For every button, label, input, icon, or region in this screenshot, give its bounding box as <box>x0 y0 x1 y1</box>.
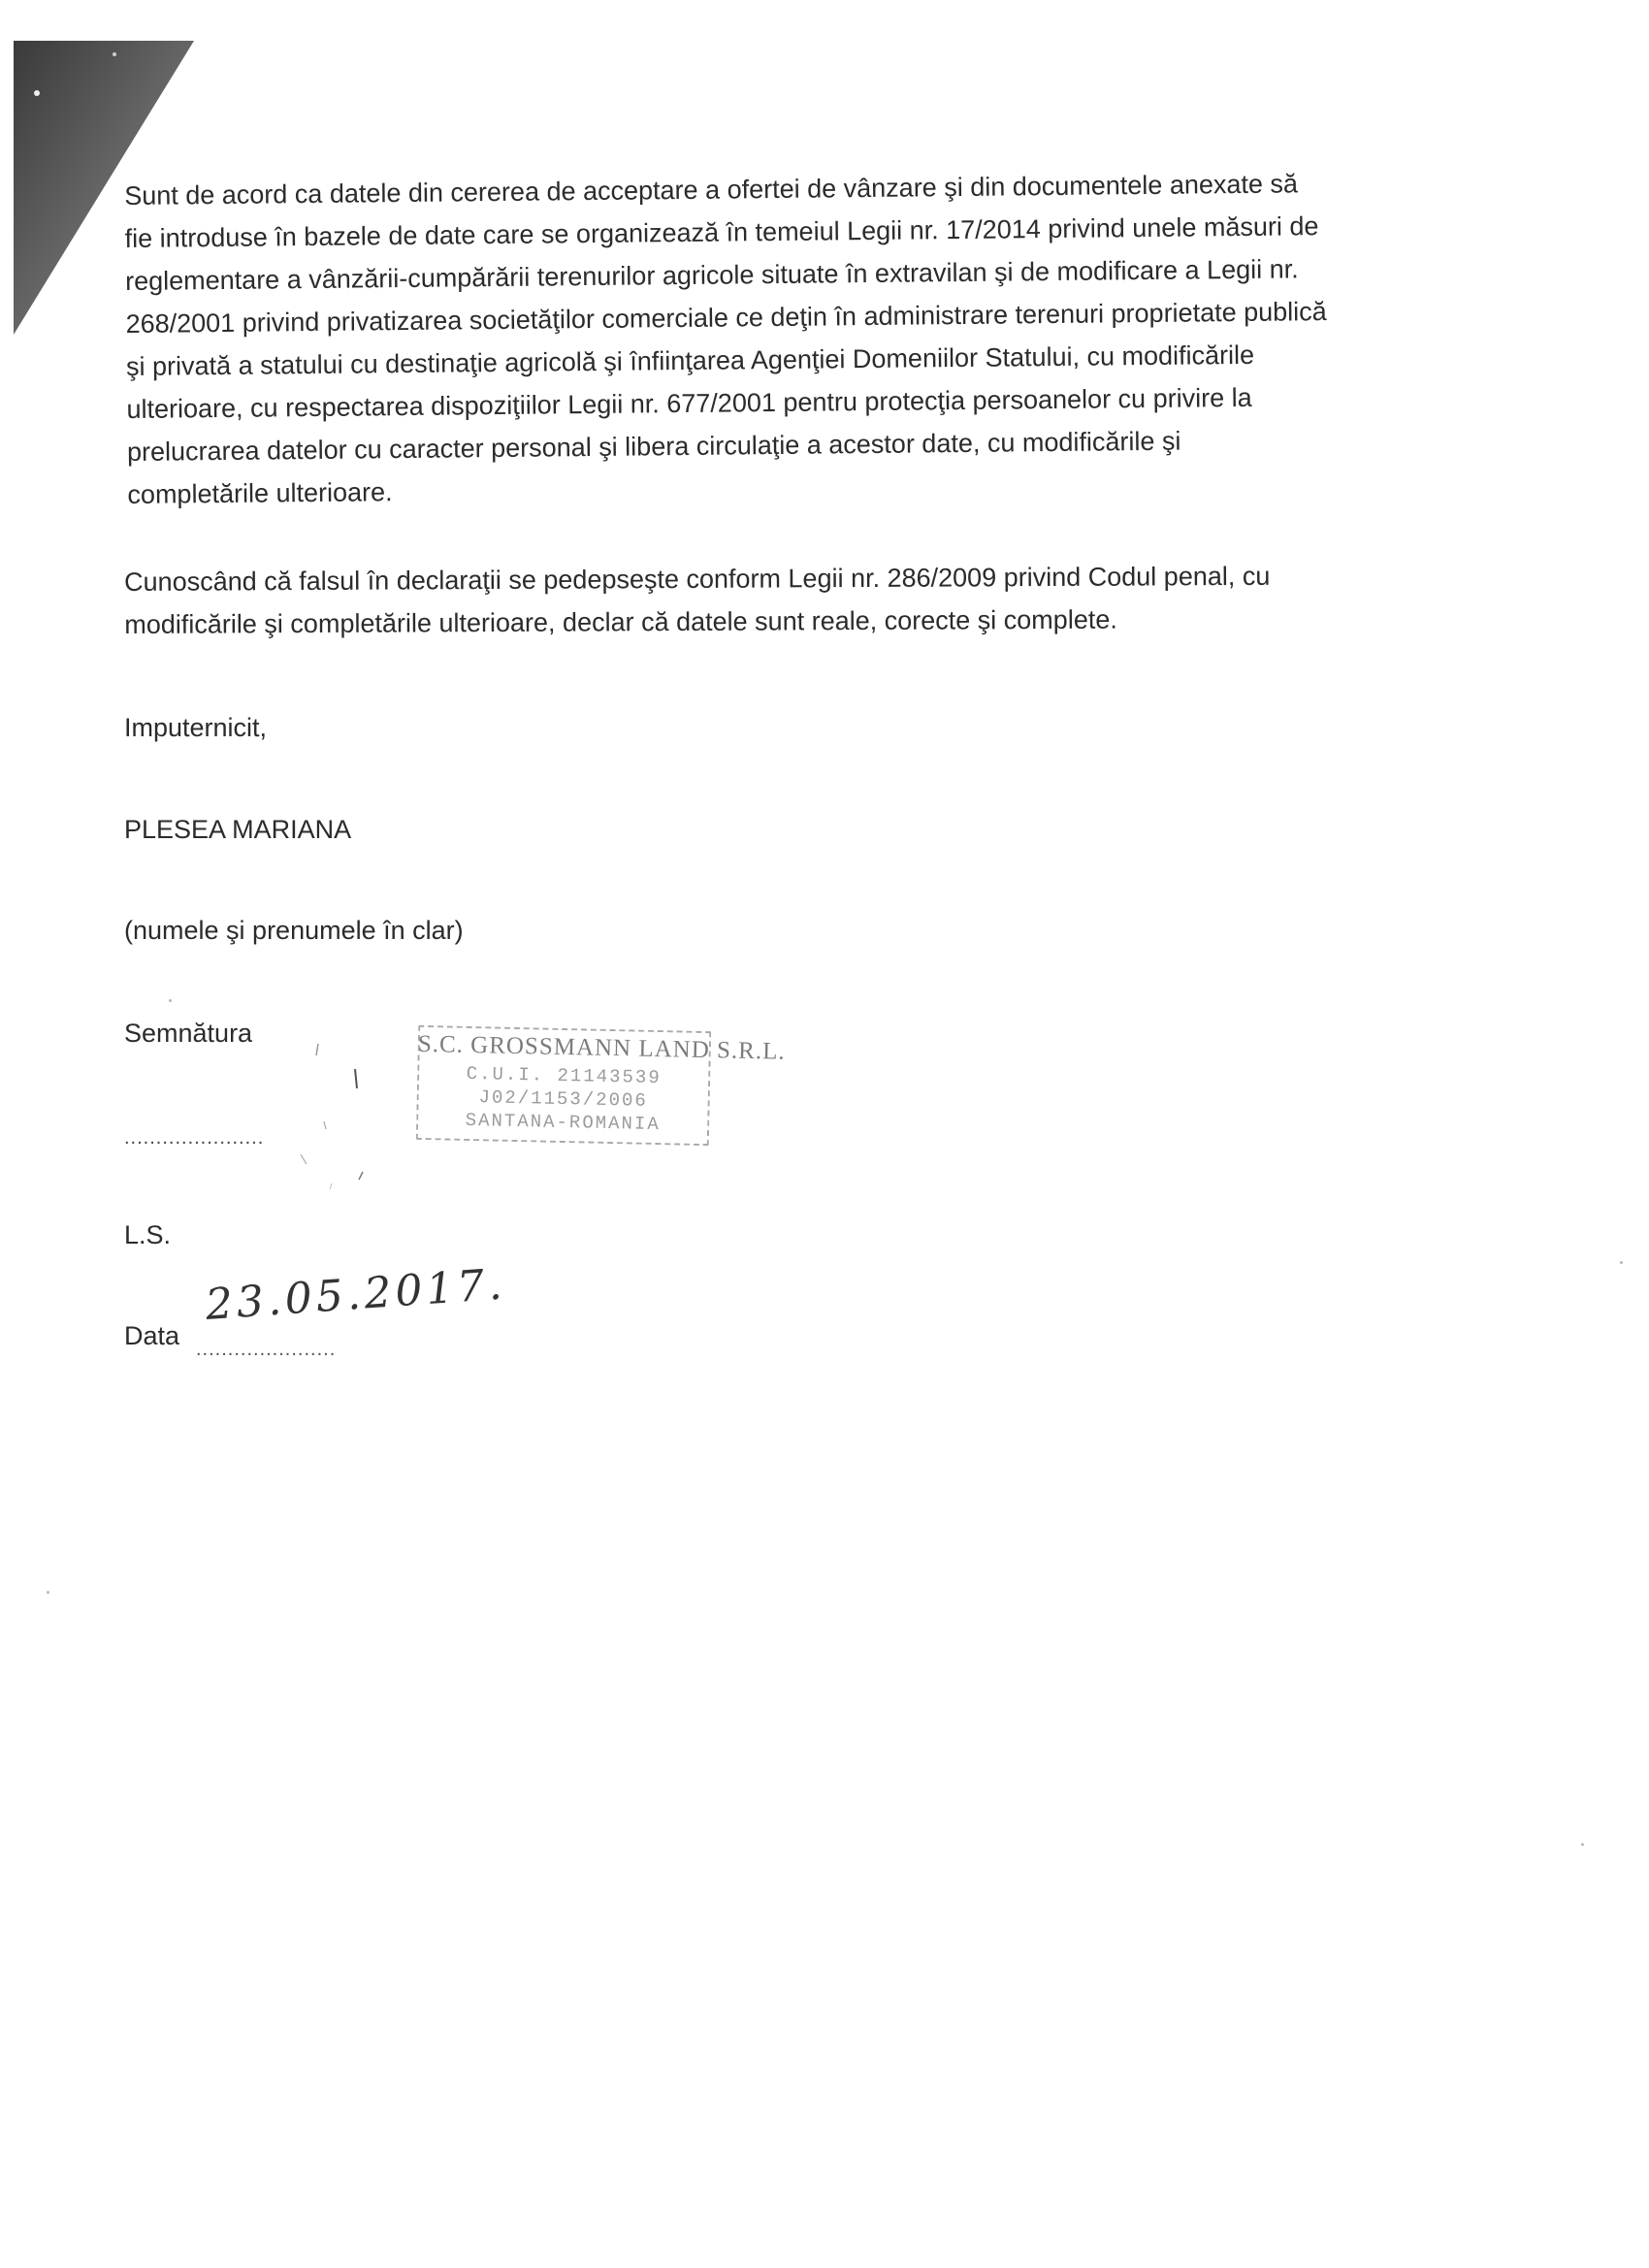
scan-speck <box>1581 1843 1584 1846</box>
signature-label: Semnătura <box>124 1019 253 1048</box>
declaration-line: modificările şi completările ulterioare, declar că datele sunt reale, corecte şi complete. <box>124 604 1117 639</box>
consent-line: 268/2001 privind privatizarea societăţilor comerciale ce deţin în administrare terenuri proprietate publică <box>125 297 1327 339</box>
stamp-location: SANTANA-ROMANIA <box>465 1109 661 1136</box>
scan-speck <box>47 1591 49 1594</box>
handwritten-date: 23.05.2017. <box>204 1259 507 1330</box>
signature-marks <box>281 1028 388 1193</box>
stamp-company-name: S.C. GROSSMANN LAND S.R.L. <box>417 1030 786 1065</box>
declaration-paragraph <box>124 554 1453 646</box>
consent-line: prelucrarea datelor cu caracter personal şi libera circulaţie a acestor date, cu modificările şi <box>126 426 1181 467</box>
seal-label: L.S. <box>124 1220 172 1249</box>
consent-line: ulterioare, cu respectarea dispoziţiilor Legii nr. 677/2001 pentru protecţia persoanelor cu privire la <box>126 382 1252 424</box>
consent-line: Sunt de acord ca datele din cererea de acceptare a ofertei de vânzare şi din documentele anexate să <box>124 169 1299 211</box>
scan-speck <box>169 999 172 1002</box>
consent-line: reglementare a vânzării-cumpărării terenurilor agricole situate în extravilan şi de modificare a Legii nr. <box>124 254 1299 296</box>
stamp-fiscal-code: C.U.I. 21143539 <box>466 1062 662 1089</box>
date-line: ...................... <box>196 1339 337 1360</box>
consent-paragraph <box>124 161 1457 516</box>
stamp-registration-number: J02/1153/2006 <box>478 1086 649 1112</box>
signatory-name: PLESEA MARIANA <box>124 815 352 844</box>
company-stamp <box>416 1025 786 1146</box>
signature-line: ...................... <box>124 1127 265 1149</box>
consent-line: şi privată a statului cu destinaţie agricolă şi înfiinţarea Agenţiei Domeniilor Statului, cu modificările <box>125 340 1255 381</box>
name-caption: (numele şi prenumele în clar) <box>124 916 464 945</box>
scan-speck <box>1620 1261 1623 1264</box>
declaration-line: Cunoscând că falsul în declaraţii se pedepseşte conform Legii nr. 286/2009 privind Codul penal, cu <box>124 561 1271 597</box>
date-label: Data <box>124 1321 180 1350</box>
consent-line: completările ulterioare. <box>127 477 393 509</box>
consent-line: fie introduse în bazele de date care se organizează în temeiul Legii nr. 17/2014 privind unele măsuri de <box>124 211 1319 253</box>
signatory-role: Imputernicit, <box>124 713 268 742</box>
